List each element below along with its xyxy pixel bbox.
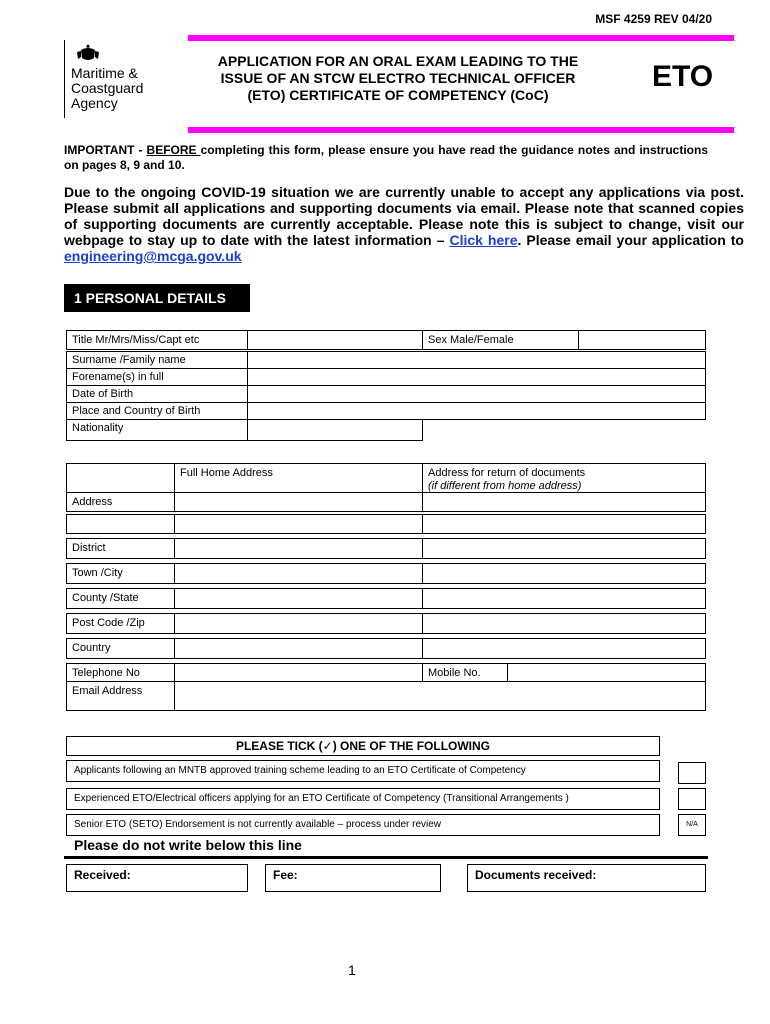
certificate-badge: ETO	[652, 60, 714, 93]
page-number: 1	[348, 962, 356, 978]
return-address-header-label: Address for return of documents	[428, 467, 586, 479]
home-county-input[interactable]	[174, 588, 423, 609]
email-input[interactable]	[174, 681, 706, 711]
email-label-cell	[66, 681, 175, 711]
important-rest: completing this form, please ensure you have read the guidance notes and instructions on pages 8, 9 and 10.	[64, 143, 708, 172]
received-field: Received:	[66, 864, 248, 892]
telephone-label: Telephone No	[72, 667, 140, 679]
title-label-cell	[66, 330, 248, 350]
home-town-input[interactable]	[174, 563, 423, 584]
mobile-input[interactable]	[507, 663, 706, 682]
nationality-input[interactable]	[247, 419, 423, 441]
home-address-line-2[interactable]	[174, 514, 423, 534]
checkbox-experienced[interactable]	[678, 788, 706, 810]
dob-label-cell	[66, 385, 248, 403]
title-line-2: ISSUE OF AN STCW ELECTRO TECHNICAL OFFICER	[220, 70, 576, 86]
home-district-input[interactable]	[174, 538, 423, 559]
option-mntb: Applicants following an MNTB approved training scheme leading to an ETO Certificate of Competency	[66, 760, 660, 782]
title-input[interactable]	[247, 330, 423, 350]
top-magenta-bar	[188, 35, 734, 41]
sex-label: Sex Male/Female	[428, 334, 514, 346]
home-address-header	[174, 463, 423, 493]
pob-input[interactable]	[247, 402, 706, 420]
district-label-cell	[66, 538, 175, 559]
home-country-input[interactable]	[174, 638, 423, 659]
dob-label: Date of Birth	[72, 388, 134, 400]
address-label-cell	[66, 492, 175, 512]
checkbox-seto-na: N/A	[678, 814, 706, 836]
address-label: Address	[72, 496, 113, 508]
bottom-magenta-bar	[188, 127, 734, 133]
sex-label-cell	[422, 330, 579, 350]
email-link[interactable]: engineering@mcga.gov.uk	[64, 248, 242, 264]
telephone-label-cell	[66, 663, 175, 682]
click-here-link[interactable]: Click here	[449, 232, 518, 248]
sex-input[interactable]	[578, 330, 706, 350]
option-seto: Senior ETO (SETO) Endorsement is not currently available – process under review	[66, 814, 660, 836]
mobile-label-cell	[422, 663, 508, 682]
section-personal-details: 1 PERSONAL DETAILS	[64, 284, 250, 312]
form-reference: MSF 4259 REV 04/20	[595, 12, 712, 26]
important-prefix: IMPORTANT -	[64, 143, 147, 157]
important-before: BEFORE	[146, 143, 201, 157]
important-notice	[64, 143, 708, 173]
postcode-label: Post Code /Zip	[72, 617, 145, 629]
surname-input[interactable]	[247, 351, 706, 369]
nationality-label: Nationality	[72, 422, 124, 434]
logo-line-2: Coastguard	[71, 80, 144, 96]
logo-line-3: Agency	[71, 95, 118, 111]
nationality-label-cell	[66, 419, 248, 441]
home-address-header-label: Full Home Address	[180, 467, 273, 479]
return-country-input[interactable]	[422, 638, 706, 659]
forenames-input[interactable]	[247, 368, 706, 386]
surname-label: Surname /Family name	[72, 354, 186, 366]
return-postcode-input[interactable]	[422, 613, 706, 634]
surname-label-cell	[66, 351, 248, 369]
forenames-label-cell	[66, 368, 248, 386]
covid-text-2: . Please email your application to	[517, 232, 744, 248]
town-label: Town /City	[72, 567, 123, 579]
covid-text-1: Due to the ongoing COVID-19 situation we are currently unable to accept any applications via post. Please submit all applications and supporting documents via email. Please note that scanned copies of supporting documents are currently acceptable. Please note this is subject to change, visit our webpage to stay up to date with the latest information –	[64, 184, 744, 248]
office-use-notice: Please do not write below this line	[74, 837, 302, 853]
dob-input[interactable]	[247, 385, 706, 403]
logo-line-1: Maritime &	[71, 65, 138, 81]
royal-crest-icon	[75, 42, 101, 64]
fee-field: Fee:	[265, 864, 441, 892]
pob-label: Place and Country of Birth	[72, 405, 201, 417]
home-postcode-input[interactable]	[174, 613, 423, 634]
address-line-2-label	[66, 514, 175, 534]
checkbox-mntb[interactable]	[678, 762, 706, 784]
mca-logo	[64, 40, 175, 118]
country-label: Country	[72, 642, 111, 654]
office-use-divider	[64, 856, 708, 859]
option-experienced: Experienced ETO/Electrical officers applying for an ETO Certificate of Competency (Transitional Arrangements )	[66, 788, 660, 810]
mobile-label: Mobile No.	[428, 667, 481, 679]
district-label: District	[72, 542, 106, 554]
county-label-cell	[66, 588, 175, 609]
telephone-input[interactable]	[174, 663, 423, 682]
title-label: Title Mr/Mrs/Miss/Capt etc	[72, 334, 200, 346]
forenames-label: Forename(s) in full	[72, 371, 164, 383]
town-label-cell	[66, 563, 175, 584]
title-line-1: APPLICATION FOR AN ORAL EXAM LEADING TO THE	[217, 53, 579, 69]
return-town-input[interactable]	[422, 563, 706, 584]
documents-received-field: Documents received:	[467, 864, 706, 892]
postcode-label-cell	[66, 613, 175, 634]
return-address-line-1[interactable]	[422, 492, 706, 512]
form-title	[188, 53, 608, 104]
return-district-input[interactable]	[422, 538, 706, 559]
return-address-sub-label: (if different from home address)	[428, 480, 582, 492]
country-label-cell	[66, 638, 175, 659]
return-address-header	[422, 463, 706, 493]
covid-notice	[64, 184, 744, 264]
return-county-input[interactable]	[422, 588, 706, 609]
title-line-3: (ETO) CERTIFICATE OF COMPETENCY (CoC)	[247, 87, 549, 103]
county-label: County /State	[72, 592, 139, 604]
address-corner	[66, 463, 175, 493]
pob-label-cell	[66, 402, 248, 420]
email-label: Email Address	[72, 685, 143, 697]
tick-header: PLEASE TICK (✓) ONE OF THE FOLLOWING	[66, 736, 660, 756]
return-address-line-2[interactable]	[422, 514, 706, 534]
home-address-line-1[interactable]	[174, 492, 423, 512]
